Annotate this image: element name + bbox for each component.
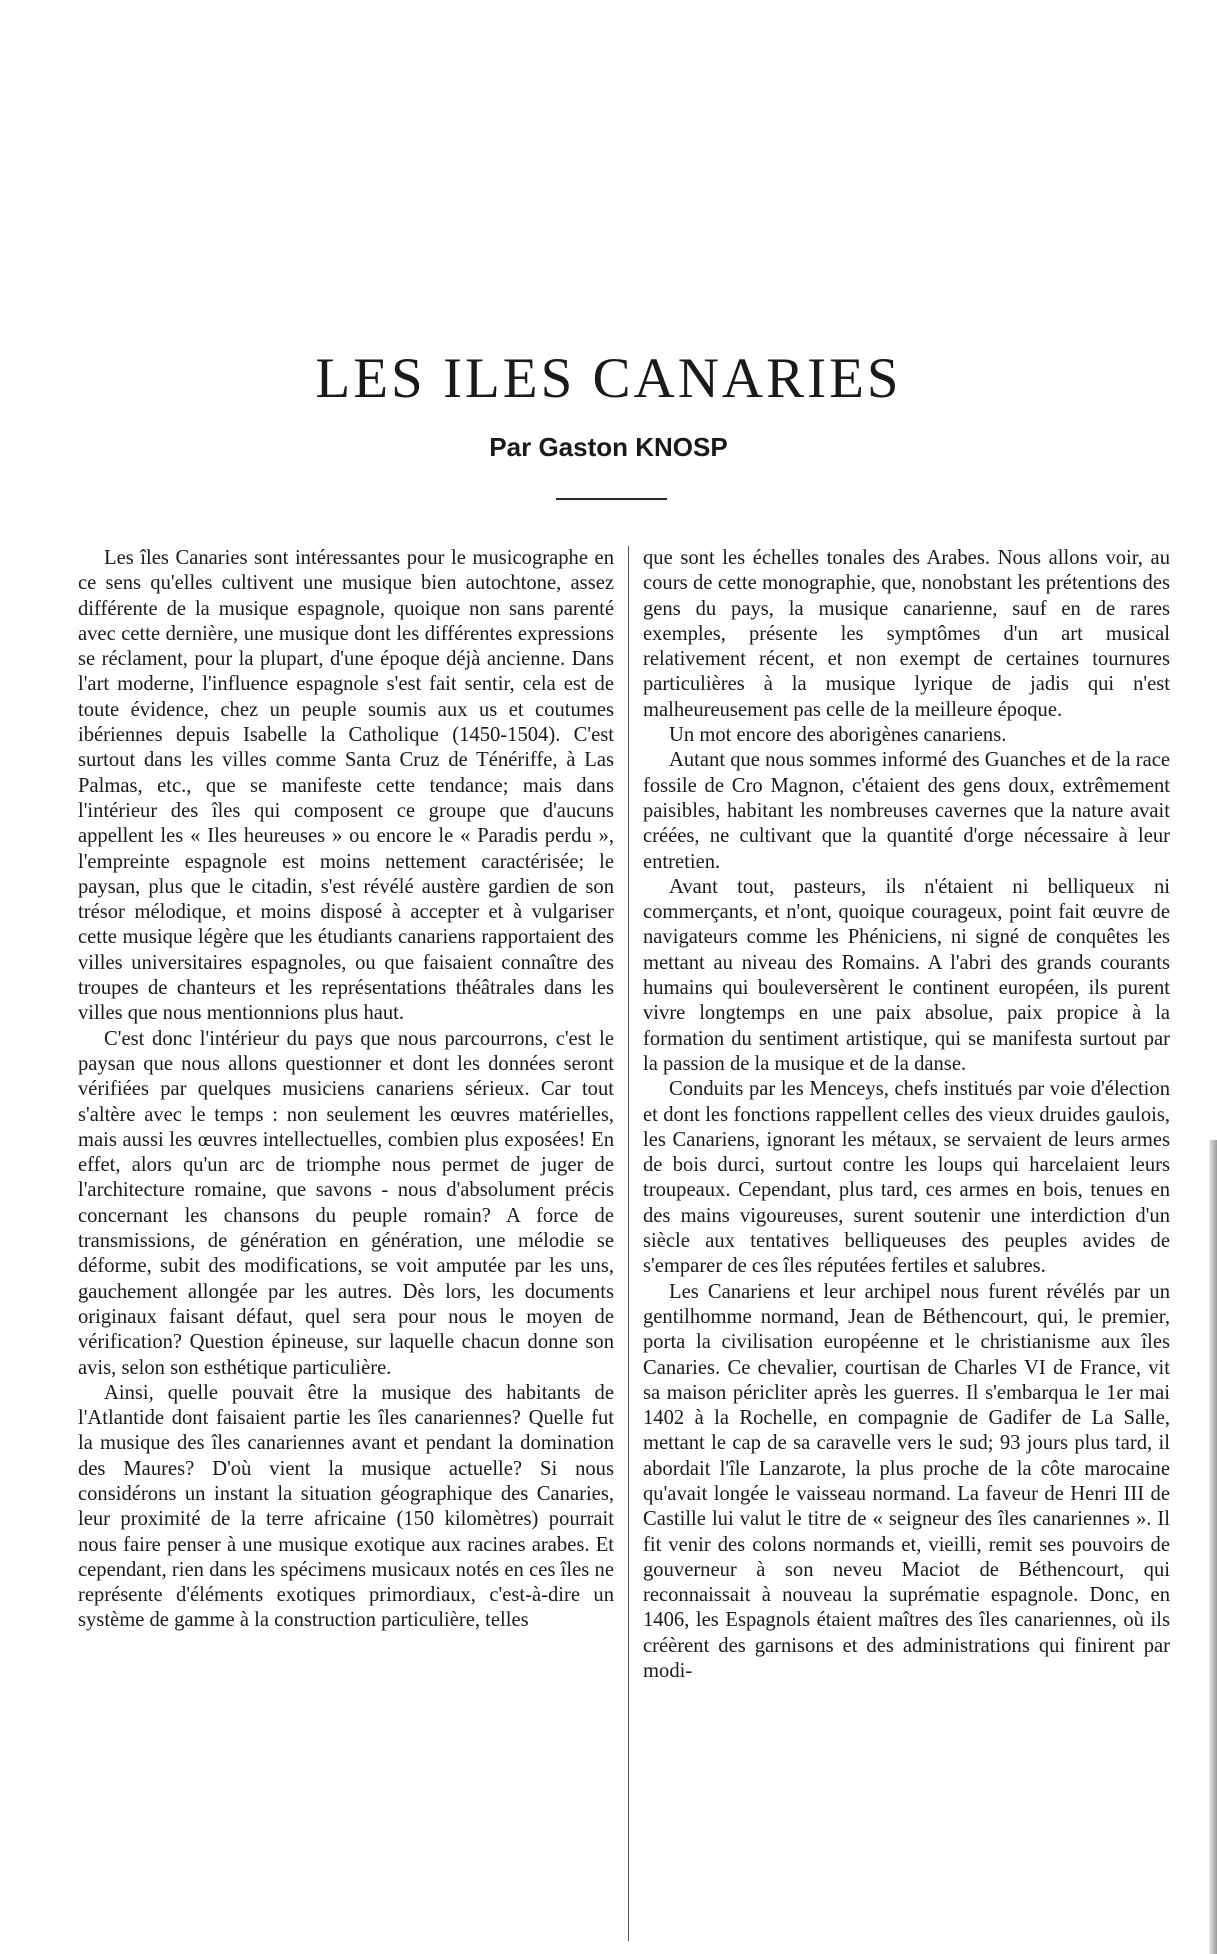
left-column	[78, 546, 614, 1946]
paragraph: Ainsi, quelle pouvait être la musique des habitants de l'Atlantide dont faisaient partie les îles canariennes? Quelle fut la musique des îles canariennes avant et pendant la domination des Maures? D'où vient la musique actuelle? Si nous considérons un instant la situation géographique des Canaries, leur proximité de la terre africaine (150 kilomètres) pourrait nous faire penser à une musique exotique aux racines arabes. Et cependant, rien dans les spécimens musicaux notés en ces îles ne représente d'éléments exotiques primordiaux, c'est-à-dire un système de gamme à la construction particulière, telles	[78, 1381, 614, 1632]
paragraph: Un mot encore des aborigènes canariens.	[669, 724, 1007, 747]
article-byline: Par Gaston KNOSP	[489, 432, 728, 462]
title-rule	[556, 498, 667, 500]
paragraph: Conduits par les Menceys, chefs institués par voie d'élection et dont les fonctions rappellent celles des vieux druides gaulois, les Canariens, ignorant les métaux, se servaient de leurs armes de bois durci, surtout contre les loups qui harcelaient leurs troupeaux. Cependant, plus tard, ces armes en bois, tenues en des mains vigoureuses, surent soutenir une interdiction d'un siècle aux tentatives belliqueuses des peuples avides de s'emparer de ces îles réputées fertiles et salubres.	[643, 1078, 1170, 1278]
paragraph: Les Canariens et leur archipel nous furent révélés par un gentilhomme normand, Jean de Béthencourt, qui, le premier, porta la civilisation européenne et le christianisme aux îles Canaries. Ce chevalier, courtisan de Charles VI de France, vit sa maison péricliter après les guerres. Il s'embarqua le 1er mai 1402 à la Rochelle, en compagnie de Gadifer de La Salle, mettant le cap de sa caravelle vers le sud; 93 jours plus tard, il abordait l'île Lanzarote, la plus proche de la côte marocaine qu'avait longée le vaisseau normand. La faveur de Henri III de Castille lui valut le titre de « seigneur des îles canariennes ». Il fit venir des colons normands et, vieilli, remit ses pouvoirs de gouverneur à son neveu Maciot de Béthencourt, qui reconnaissait à nouveau la suprématie espagnole. Donc, en 1406, les Espagnols étaient maîtres des îles canariennes, où ils créèrent des garnisons et des administrations qui finirent par modi-	[643, 1280, 1170, 1683]
paragraph: Autant que nous sommes informé des Guanches et de la race fossile de Cro Magnon, c'étaient des gens doux, extrêmement paisibles, habitant les nombreuses cavernes que la nature avait créées, ne cultivant que la quantité d'orge nécessaire à leur entretien.	[643, 749, 1170, 873]
column-divider	[628, 546, 629, 1941]
right-column	[643, 546, 1170, 1946]
paragraph: Avant tout, pasteurs, ils n'étaient ni belliqueux ni commerçants, et n'ont, quoique courageux, point fait œuvre de navigateurs comme les Phéniciens, ni signé de conquêtes les mettant au niveau des Romains. A l'abri des grands courants humains qui bouleversèrent le continent européen, ils purent vivre longtemps en une paix absolue, paix propice à la formation du sentiment artistique, qui se manifesta surtout par la passion de la musique et de la danse.	[643, 875, 1170, 1075]
article-title: LES ILES CANARIES	[315, 347, 902, 410]
paragraph: C'est donc l'intérieur du pays que nous parcourrons, c'est le paysan que nous allons questionner et dont les données seront vérifiées par quelques musiciens canariens sérieux. Car tout s'altère avec le temps : non seulement les œuvres matérielles, mais aussi les œuvres intellectuelles, combien plus exposées! En effet, alors qu'un arc de triomphe nous permet de juger de l'architecture romaine, que savons - nous d'absolument précis concernant les chansons du peuple romain? A force de transmissions, de génération en génération, une mélodie se déforme, subit des modifications, se voit amputée par les uns, gauchement allongée par les autres. Dès lors, les documents originaux faisant défaut, quel sera pour nous le moyen de vérification? Question épineuse, sur laquelle chacun donne son avis, selon son esthétique particulière.	[78, 1027, 614, 1379]
paragraph-continuation: que sont les échelles tonales des Arabes. Nous allons voir, au cours de cette monographie, que, nonobstant les prétentions des gens du pays, la musique canarienne, sauf en de rares exemples, présente les symptômes d'un art musical relativement récent, et non exempt de certaines tournures particulières à la musique lyrique de jadis qui n'est malheureusement pas celle de la meilleure époque.	[643, 547, 1170, 721]
page-edge-shadow	[1209, 1140, 1217, 1954]
paragraph: Les îles Canaries sont intéressantes pour le musicographe en ce sens qu'elles cultivent une musique bien autochtone, assez différente de la musique espagnole, quoique non sans parenté avec cette dernière, une musique dont les différentes expressions se réclament, pour la plupart, d'une époque déjà ancienne. Dans l'art moderne, l'influence espagnole s'est fait sentir, cela est de toute évidence, chez un peuple soumis aux us et coutumes ibériennes depuis Isabelle la Catholique (1450-1504). C'est surtout dans les villes comme Santa Cruz de Ténériffe, à Las Palmas, etc., que se manifeste cette tendance; mais dans l'intérieur des îles qui composent ce groupe que d'aucuns appellent les « Iles heureuses » ou encore le « Paradis perdu », l'empreinte espagnole est moins nettement caractérisée; le paysan, plus que le citadin, s'est révélé austère gardien de son trésor mélodique, et moins disposé à accepter et à vulgariser cette musique légère que les étudiants canariens rapportaient des villes universitaires espagnoles, ou que faisaient connaître des troupes de chanteurs et les représentations théâtrales dans les villes que nous mentionnions plus haut.	[78, 547, 614, 1025]
